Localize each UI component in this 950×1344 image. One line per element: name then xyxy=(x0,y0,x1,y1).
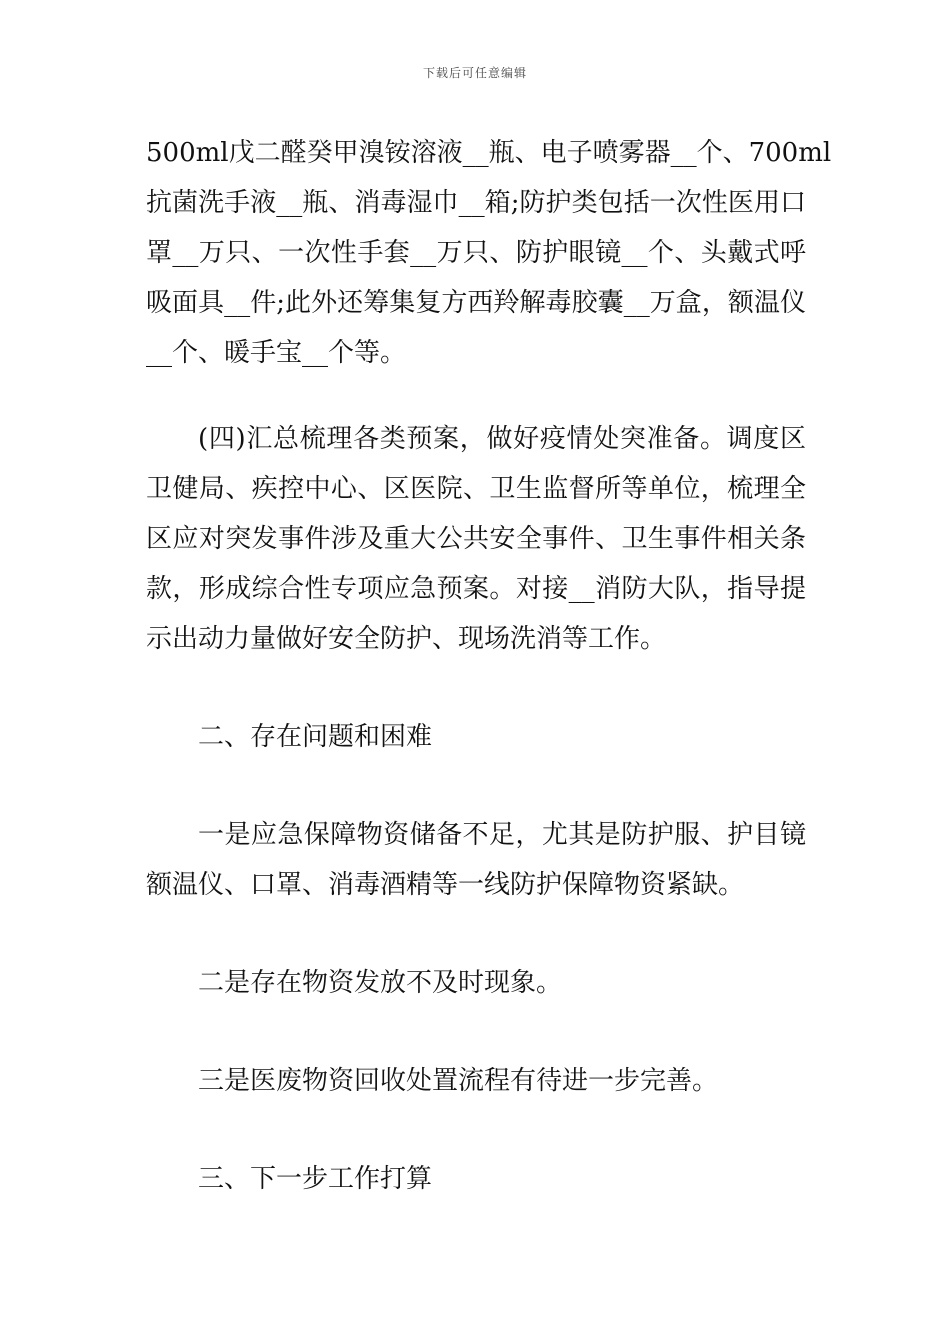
page-header-note: 下载后可任意编辑 xyxy=(422,66,527,80)
text-line: 抗菌洗手液__瓶、消毒湿巾__箱;防护类包括一次性医用口 xyxy=(146,188,806,218)
text-line: 罩__万只、一次性手套__万只、防护眼镜__个、头戴式呼 xyxy=(146,238,806,268)
text-line: 款，形成综合性专项应急预案。对接__消防大队，指导提 xyxy=(146,574,806,604)
text-line: 500ml戊二醛癸甲溴铵溶液__瓶、电子喷雾器__个、700ml xyxy=(146,138,832,168)
paragraph-problem-three: 三是医废物资回收处置流程有待进一步完善。 xyxy=(198,1066,719,1096)
section-heading-problems: 二、存在问题和困难 xyxy=(198,722,433,752)
text-line: 一是应急保障物资储备不足，尤其是防护服、护目镜 xyxy=(198,820,806,850)
text-line: 区应对突发事件涉及重大公共安全事件、卫生事件相关条 xyxy=(146,524,806,554)
document-body xyxy=(146,128,832,1204)
text-line: (四)汇总梳理各类预案，做好疫情处突准备。调度区 xyxy=(198,424,806,454)
text-line: __个、暖手宝__个等。 xyxy=(146,338,407,368)
paragraph-problem-two: 二是存在物资发放不及时现象。 xyxy=(198,968,563,998)
text-line: 卫健局、疾控中心、区医院、卫生监督所等单位，梳理全 xyxy=(146,474,806,504)
text-line: 吸面具__件;此外还筹集复方西羚解毒胶囊__万盒，额温仪 xyxy=(146,288,806,318)
section-heading-next-steps: 三、下一步工作打算 xyxy=(198,1164,433,1194)
text-line: 额温仪、口罩、消毒酒精等一线防护保障物资紧缺。 xyxy=(146,870,745,900)
text-line: 示出动力量做好安全防护、现场洗消等工作。 xyxy=(146,624,667,654)
paragraph-problem-one xyxy=(146,810,806,910)
paragraph-emergency-plans xyxy=(146,414,806,664)
paragraph-supplies-list xyxy=(146,128,832,378)
